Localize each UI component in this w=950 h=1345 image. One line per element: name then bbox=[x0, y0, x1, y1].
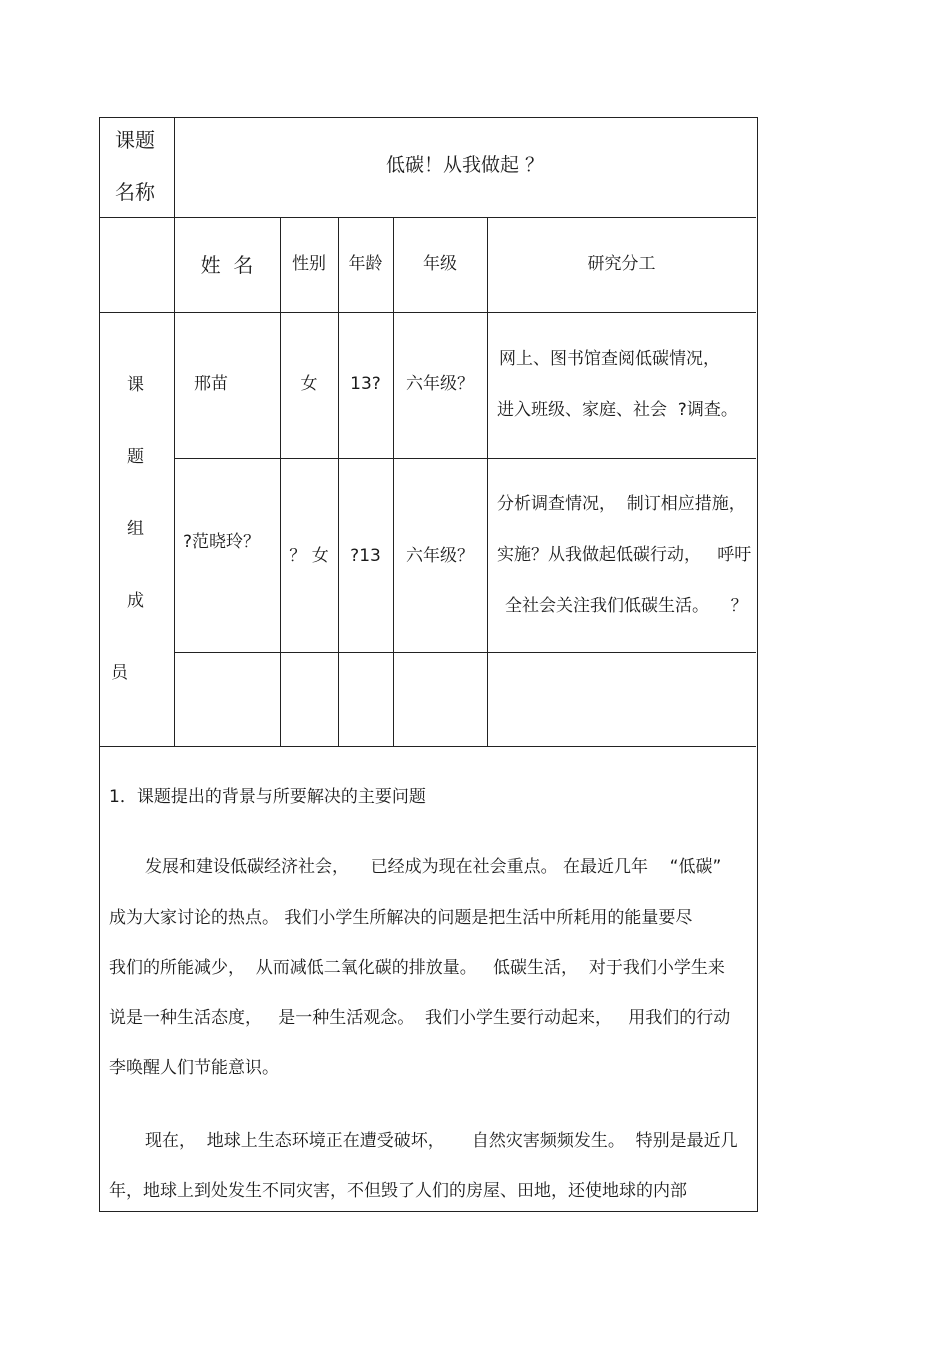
project-table bbox=[99, 117, 758, 1212]
member-grade: 六年级？ bbox=[406, 546, 474, 566]
paragraph-line: 年，地球上到处发生不同灾害，不但毁了人们的房屋、田地，还使地球的内部 bbox=[109, 1181, 687, 1201]
project-name-label: 名称 bbox=[115, 180, 155, 204]
paragraph-line: 说是一种生活态度， 是一种生活观念。 我们小学生要行动起来， 用我们的行动 bbox=[109, 1008, 731, 1028]
member-name: ?范晓玲？ bbox=[183, 532, 261, 552]
column-header-grade: 年级 bbox=[423, 254, 457, 274]
paragraph-line: 发展和建设低碳经济社会， 已经成为现在社会重点。 在最近几年 “低碳” bbox=[145, 857, 722, 877]
column-header-name: 姓 名 bbox=[200, 253, 254, 277]
section-heading: 1．课题提出的背景与所要解决的主要问题 bbox=[109, 787, 426, 807]
member-gender: 女 bbox=[300, 374, 318, 394]
member-grade: 六年级？ bbox=[406, 374, 474, 394]
project-name-label: 课题 bbox=[115, 128, 155, 152]
column-header-age: 年龄 bbox=[348, 254, 383, 274]
member-task-line: 进入班级、家庭、社会 ?调查。 bbox=[497, 400, 738, 420]
row-divider bbox=[174, 458, 756, 459]
column-divider bbox=[338, 217, 339, 746]
member-task-line: 分析调查情况， 制订相应措施， bbox=[497, 494, 746, 514]
column-divider bbox=[393, 217, 394, 746]
group-label-char: 成 bbox=[127, 591, 144, 611]
member-age: 13? bbox=[350, 374, 381, 394]
group-label-char: 组 bbox=[127, 519, 144, 539]
row-divider bbox=[100, 312, 756, 313]
paragraph-line: 李唤醒人们节能意识。 bbox=[109, 1058, 279, 1078]
row-divider bbox=[174, 652, 756, 653]
column-header-task: 研究分工 bbox=[587, 254, 656, 274]
column-divider bbox=[174, 118, 175, 746]
project-title: 低碳！从我做起 ？ bbox=[385, 154, 545, 176]
member-task-line: 全社会关注我们低碳生活。 ？ bbox=[505, 596, 748, 616]
column-divider bbox=[487, 217, 488, 746]
member-task-line: 实施？从我做起低碳行动， 呼吁 bbox=[497, 545, 752, 565]
row-divider bbox=[100, 217, 756, 218]
group-label-char: 员 bbox=[111, 663, 128, 683]
paragraph-line: 我们的所能减少， 从而减低二氧化碳的排放量。 低碳生活， 对于我们小学生来 bbox=[109, 958, 725, 978]
member-task-line: 网上、图书馆查阅低碳情况， bbox=[499, 349, 720, 369]
member-age: ?13 bbox=[350, 546, 381, 566]
paragraph-line: 现在， 地球上生态环境正在遭受破坏， 自然灾害频频发生。 特别是最近几 bbox=[145, 1131, 738, 1151]
column-header-gender: 性别 bbox=[292, 254, 326, 274]
member-gender: ？ 女 bbox=[289, 546, 329, 566]
column-divider bbox=[280, 217, 281, 746]
paragraph-line: 成为大家讨论的热点。 我们小学生所解决的问题是把生活中所耗用的能量要尽 bbox=[109, 908, 693, 928]
group-label-char: 题 bbox=[127, 447, 144, 467]
row-divider bbox=[100, 746, 756, 747]
group-label-char: 课 bbox=[127, 375, 144, 395]
member-name: 邢苗 bbox=[194, 374, 228, 394]
